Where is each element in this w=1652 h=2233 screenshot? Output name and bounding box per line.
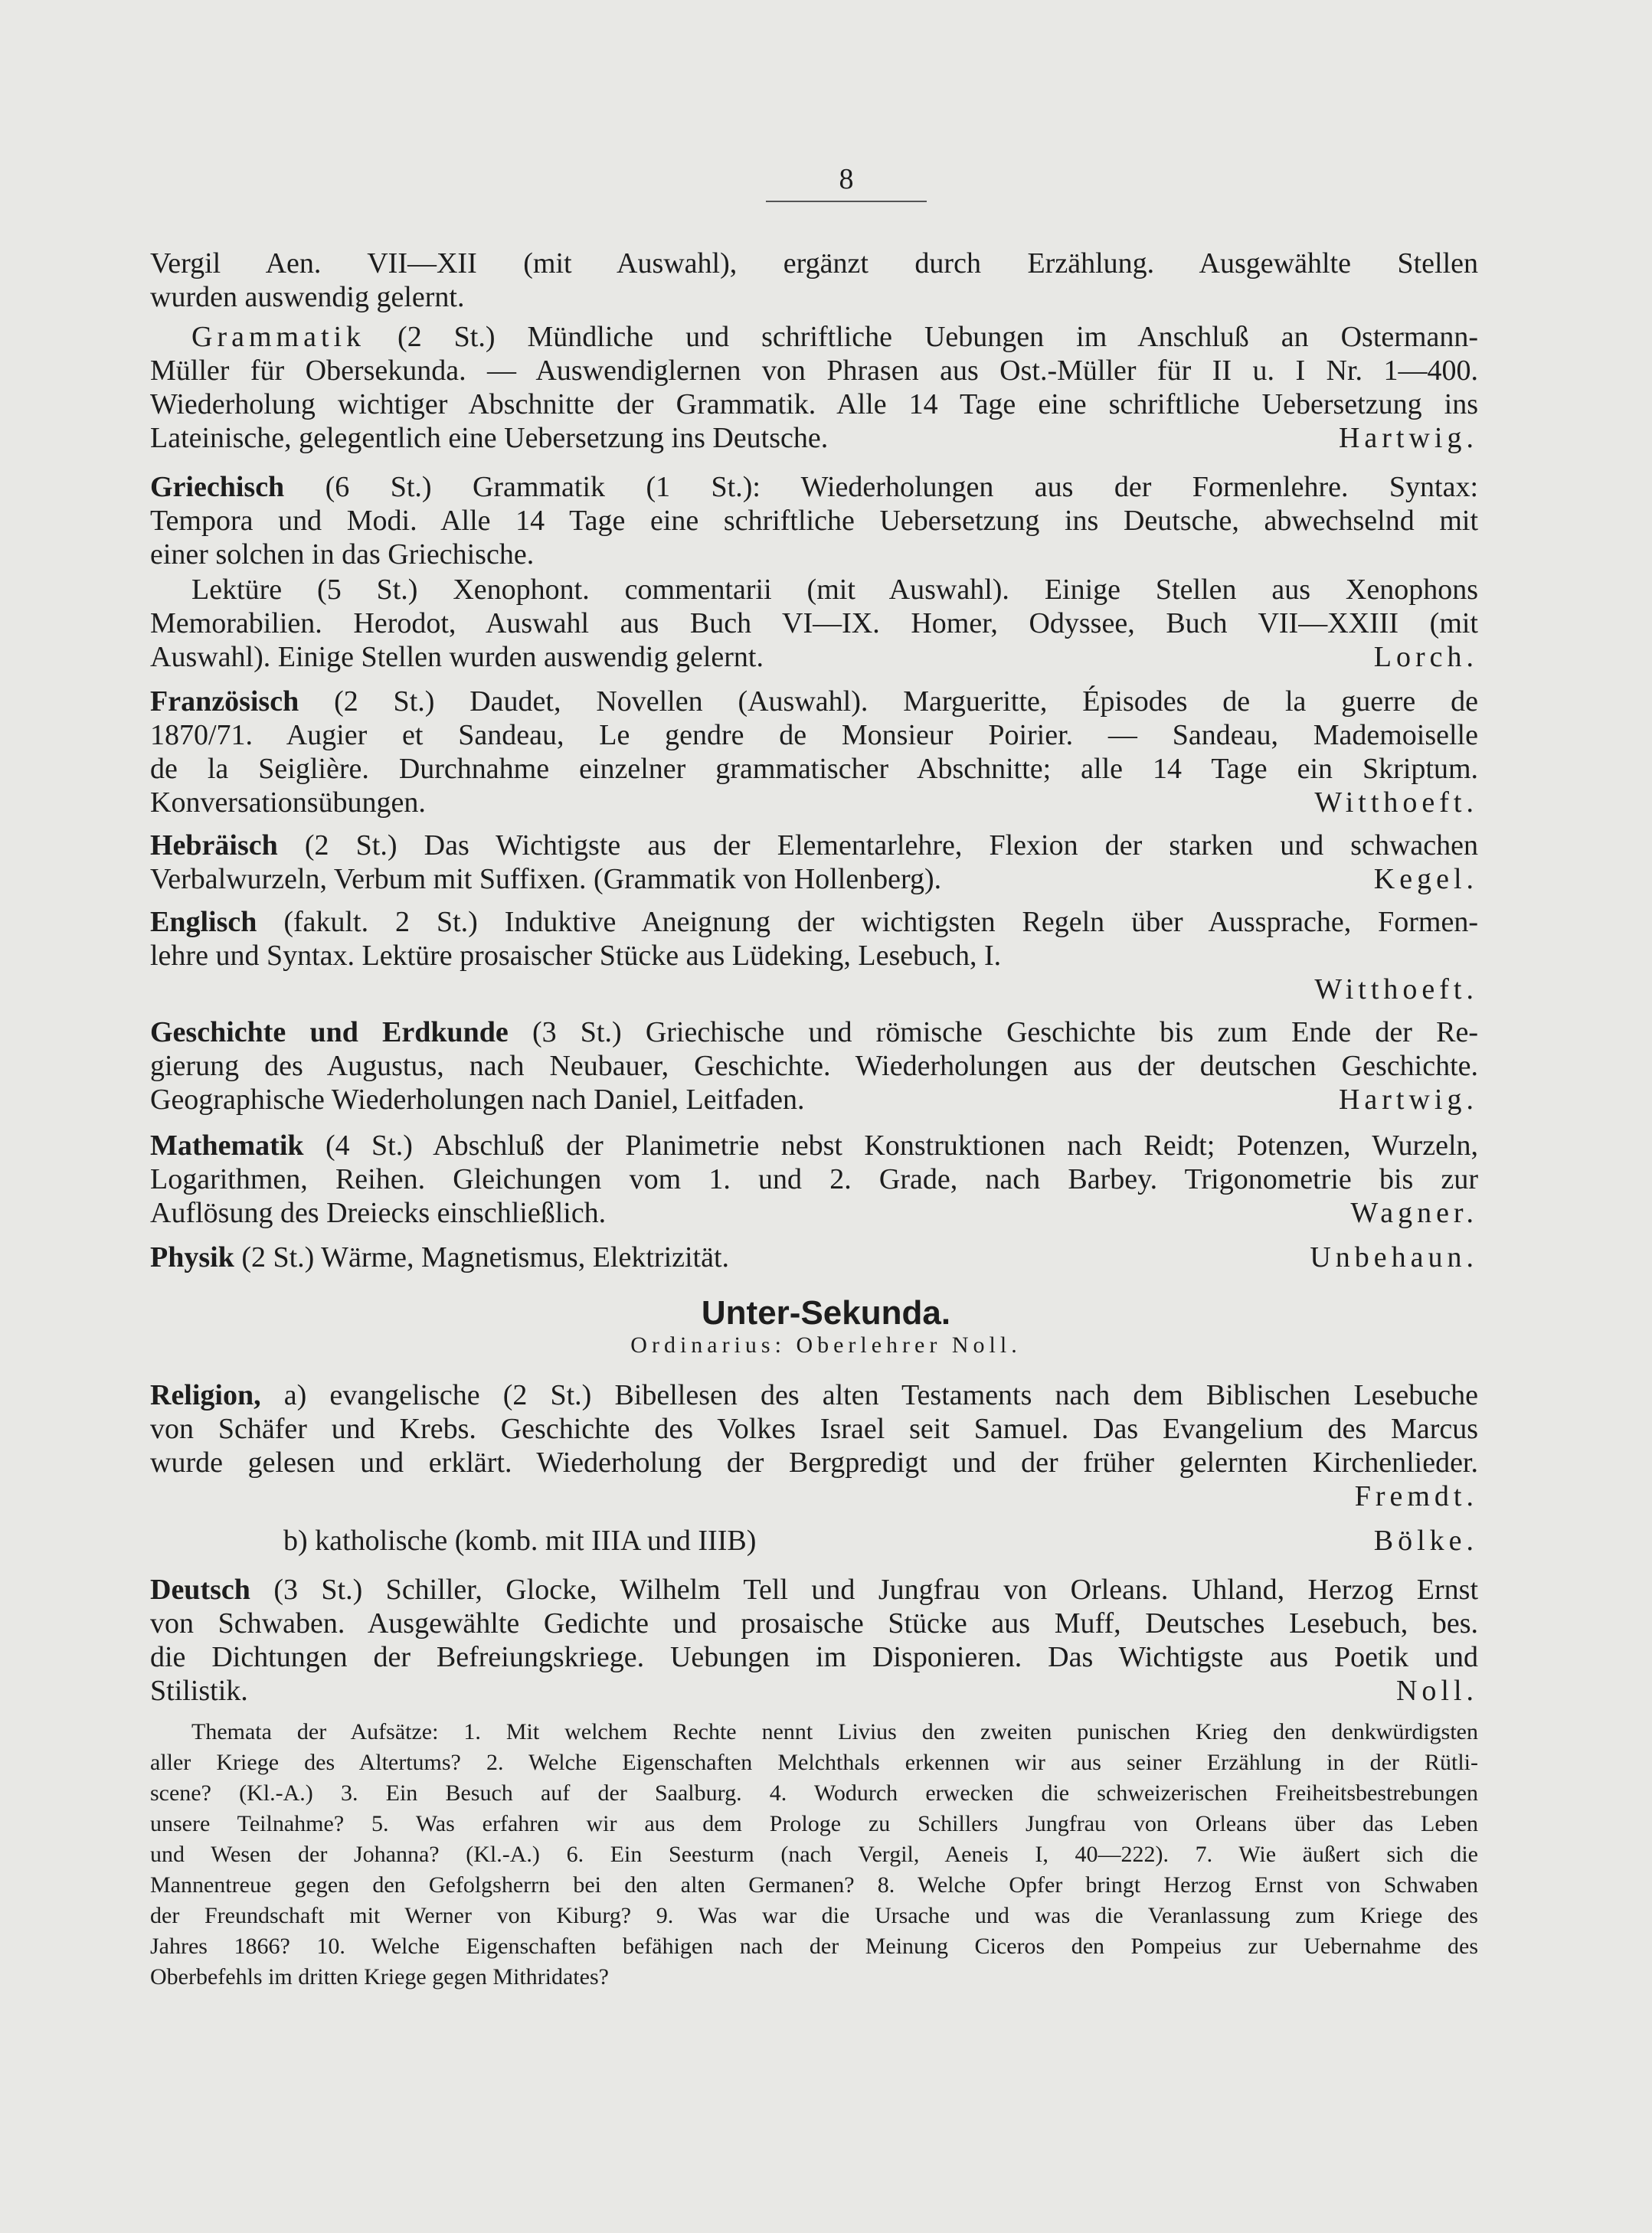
hebrew-text: Verbalwurzeln, Verbum mit Suffixen. (Grammatik von Hollenberg). [150,863,942,895]
math-line: Logarithmen, Reihen. Gleichungen vom 1. und 2. Grade, nach Barbey. Trigonometrie bis zur [150,1163,1478,1195]
physics-text [150,1241,729,1274]
greek-line: Lektüre (5 St.) Xenophont. commentarii (mit Auswahl). Einige Stellen aus Xenophons [191,574,1478,606]
history-line [150,1015,1478,1049]
latin-line: Vergil Aen. VII—XII (mit Auswahl), ergänzt durch Erzählung. Ausgewählte Stellen [150,247,1478,280]
teacher-name: Wagner. [1350,1197,1478,1229]
physics-desc: (2 St.) Wärme, Magnetismus, Elektrizität. [241,1241,730,1273]
footnote-line: Mannentreue gegen den Gefolgsherrn bei den alten Germanen? 8. Welche Opfer bringt Herzog Ernst von Schwaben [150,1872,1478,1898]
german-line [150,1674,1478,1708]
english-line [150,905,1478,939]
section-heading: Unter-Sekunda. [701,1294,951,1332]
history-line: gierung des Augustus, nach Neubauer, Geschichte. Wiederholungen aus der deutschen Geschichte. [150,1050,1478,1082]
french-text: (2 St.) Daudet, Novellen (Auswahl). Margueritte, Épisodes de la guerre de [334,685,1478,718]
religion-line [283,1524,1478,1558]
german-text: Stilistik. [150,1675,248,1707]
french-line: de la Seiglière. Durchnahme einzelner grammatischer Abschnitte; alle 14 Tage ein Skriptum. [150,753,1478,785]
math-line [150,1196,1478,1230]
math-text: Auflösung des Dreiecks einschließlich. [150,1197,607,1229]
history-text: (3 St.) Griechische und römische Geschichte bis zum Ende der Re- [532,1016,1478,1048]
religion-text: b) katholische (komb. mit IIIA und IIIB) [283,1525,757,1557]
grammar-label: Grammatik [191,321,366,353]
religion-line: von Schäfer und Krebs. Geschichte des Volkes Israel seit Samuel. Das Evangelium des Marcus [150,1413,1478,1445]
german-line: die Dichtungen der Befreiungskriege. Uebungen im Disponieren. Das Wichtigste aus Poetik und [150,1641,1478,1673]
ordinarius: Ordinarius: Oberlehrer Noll. [630,1332,1022,1358]
subject-label: Griechisch [150,471,285,503]
teacher-name: Hartwig. [1338,1084,1478,1116]
french-line [150,685,1478,718]
english-text: (fakult. 2 St.) Induktive Aneignung der wichtigsten Regeln über Aussprache, Formen- [283,906,1479,938]
religion-text: a) evangelische (2 St.) Bibellesen des alten Testaments nach dem Biblischen Lesebuche [283,1379,1479,1411]
greek-text: Auswahl). Einige Stellen wurden auswendig gelernt. [150,641,764,673]
greek-line [150,470,1478,504]
greek-line: Memorabilien. Herodot, Auswahl aus Buch VI—IX. Homer, Odyssee, Buch VII—XXIII (mit [150,607,1478,639]
french-text: Konversationsübungen. [150,786,426,819]
latin-line: Müller für Obersekunda. — Auswendiglernen von Phrasen aus Ost.-Müller für II u. I Nr. 1—400. [150,355,1478,387]
subject-label: Physik [150,1241,234,1273]
teacher-name: Witthoeft. [1314,973,1478,1005]
footnote-line: Themata der Aufsätze: 1. Mit welchem Rechte nennt Livius den zweiten punischen Krieg den denkwürdigsten [191,1719,1478,1744]
greek-line [150,640,1478,674]
footnote-line: scene? (Kl.-A.) 3. Ein Besuch auf der Saalburg. 4. Wodurch erwecken die schweizerischen Freiheitsbestrebungen [150,1780,1478,1806]
subject-label: Hebräisch [150,829,278,861]
german-text: (3 St.) Schiller, Glocke, Wilhelm Tell und Jungfrau von Orleans. Uhland, Herzog Ernst [273,1574,1479,1606]
subject-label: Geschichte und Erdkunde [150,1016,509,1048]
footnote-line: aller Kriege des Altertums? 2. Welche Eigenschaften Melchthals erkennen wir aus seiner Erzählung in der Rütli- [150,1750,1478,1775]
french-line: 1870/71. Augier et Sandeau, Le gendre de Monsieur Poirier. — Sandeau, Mademoiselle [150,719,1478,751]
subject-label: Religion, [150,1379,261,1411]
greek-line: einer solchen in das Griechische. [150,538,535,571]
subject-label: Deutsch [150,1574,250,1606]
subject-label: Mathematik [150,1130,304,1162]
english-line: lehre und Syntax. Lektüre prosaischer Stücke aus Lüdeking, Lesebuch, I. [150,940,1002,972]
teacher-name: Witthoeft. [1314,786,1478,819]
teacher-name: Hartwig. [1338,422,1478,454]
religion-line: wurde gelesen und erklärt. Wiederholung der Bergpredigt und der früher gelernten Kirchenlieder. [150,1447,1478,1479]
german-line [150,1573,1478,1607]
teacher-name: Unbehaun. [1310,1241,1478,1273]
history-text: Geographische Wiederholungen nach Daniel, Leitfaden. [150,1084,805,1116]
latin-text: Lateinische, gelegentlich eine Uebersetzung ins Deutsche. [150,422,829,454]
latin-grammar-line [191,320,1478,354]
teacher-name: Fremdt. [1354,1480,1478,1512]
latin-line: wurden auswendig gelernt. [150,281,465,313]
hebrew-line [150,862,1478,896]
math-line [150,1129,1478,1162]
latin-line: Wiederholung wichtiger Abschnitte der Grammatik. Alle 14 Tage eine schriftliche Uebersetzung ins [150,388,1478,420]
subject-label: Englisch [150,906,257,938]
hebrew-line [150,829,1478,862]
footnote-line: Jahres 1866? 10. Welche Eigenschaften befähigen nach der Meinung Ciceros den Pompeius zur Uebernahme des [150,1934,1478,1959]
teacher-name: Kegel. [1373,863,1478,895]
latin-text: (2 St.) Mündliche und schriftliche Uebungen im Anschluß an Ostermann- [397,321,1478,353]
french-line [150,786,1478,819]
german-line: von Schwaben. Ausgewählte Gedichte und prosaische Stücke aus Muff, Deutsches Lesebuch, bes. [150,1607,1478,1640]
history-line [150,1083,1478,1116]
greek-line: Tempora und Modi. Alle 14 Tage eine schriftliche Uebersetzung ins Deutsche, abwechselnd mit [150,505,1478,537]
footnote-line: Oberbefehls im dritten Kriege gegen Mithridates? [150,1964,609,1989]
subject-label: Französisch [150,685,299,718]
footnote-line: der Freundschaft mit Werner von Kiburg? 9. Was war die Ursache und was die Veranlassung zum Kriege des [150,1903,1478,1928]
hebrew-text: (2 St.) Das Wichtigste aus der Elementarlehre, Flexion der starken und schwachen [304,829,1479,861]
latin-line [150,421,1478,455]
footnote-line: unsere Teilnahme? 5. Was erfahren wir aus dem Prologe zu Schillers Jungfrau von Orleans über das Leben [150,1811,1478,1836]
teacher-name: Noll. [1395,1675,1478,1707]
footnote-line: und Wesen der Johanna? (Kl.-A.) 6. Ein Seesturm (nach Vergil, Aeneis I, 40—222). 7. Wie äußert sich die [150,1842,1478,1867]
teacher-name: Lorch. [1373,641,1478,673]
greek-text: (6 St.) Grammatik (1 St.): Wiederholungen aus der Formenlehre. Syntax: [325,471,1478,503]
math-text: (4 St.) Abschluß der Planimetrie nebst Konstruktionen nach Reidt; Potenzen, Wurzeln, [325,1130,1478,1162]
page-number: 8 [766,162,927,202]
religion-line [150,1378,1478,1412]
teacher-name: Bölke. [1373,1525,1478,1557]
physics-line [150,1241,1478,1274]
